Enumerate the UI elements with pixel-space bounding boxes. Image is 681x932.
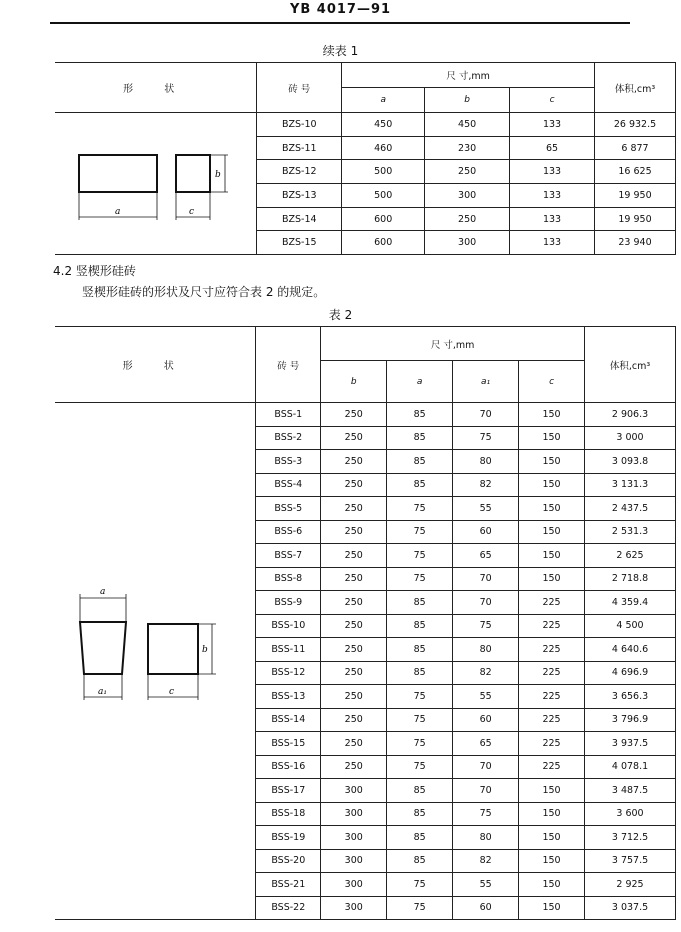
volume-cell: 3 712.5	[585, 826, 676, 850]
dimension-cell: 250	[321, 520, 387, 544]
volume-cell: 3 487.5	[585, 779, 676, 803]
dimension-cell: 85	[387, 426, 453, 450]
volume-cell: 2 718.8	[585, 567, 676, 591]
brick-code-cell: BZS-10	[257, 113, 342, 137]
dimension-cell: 300	[321, 849, 387, 873]
dimension-cell: 150	[519, 426, 585, 450]
dimension-cell: 150	[519, 567, 585, 591]
dimension-cell: 250	[321, 450, 387, 474]
dimension-cell: 225	[519, 591, 585, 615]
dimension-cell: 250	[321, 638, 387, 662]
dimension-cell: 85	[387, 779, 453, 803]
dimension-cell: 70	[453, 779, 519, 803]
page-header: YB 4017—91	[289, 2, 392, 17]
dimension-cell: 75	[387, 567, 453, 591]
brick-code-cell: BSS-13	[256, 685, 321, 709]
fig2-label-b: b	[202, 645, 208, 655]
dimension-cell: 60	[453, 708, 519, 732]
dimension-cell: 225	[519, 732, 585, 756]
fig2-label-a: a	[100, 587, 106, 597]
brick-code-cell: BSS-22	[256, 896, 321, 920]
volume-cell: 3 656.3	[585, 685, 676, 709]
dimension-cell: 225	[519, 755, 585, 779]
dimension-cell: 150	[519, 520, 585, 544]
brick-code-cell: BZS-13	[257, 184, 342, 208]
fig1-label-a: a	[115, 207, 121, 217]
volume-cell: 4 640.6	[585, 638, 676, 662]
volume-cell: 2 925	[585, 873, 676, 897]
volume-cell: 3 131.3	[585, 473, 676, 497]
header-rule	[50, 22, 630, 24]
brick-code-cell: BSS-7	[256, 544, 321, 568]
table2-figure	[70, 582, 220, 702]
volume-cell: 16 625	[595, 160, 676, 184]
dimension-cell: 85	[387, 614, 453, 638]
dimension-cell: 60	[453, 520, 519, 544]
dimension-cell: 133	[510, 184, 595, 208]
volume-cell: 6 877	[595, 136, 676, 160]
table2-sub-c: c	[519, 361, 585, 403]
brick-code-cell: BSS-10	[256, 614, 321, 638]
dimension-cell: 225	[519, 708, 585, 732]
table-row	[55, 113, 676, 137]
dimension-cell: 225	[519, 685, 585, 709]
dimension-cell: 85	[387, 826, 453, 850]
dimension-cell: 85	[387, 473, 453, 497]
table2-code-header: 砖 号	[256, 327, 321, 403]
brick-code-cell: BSS-1	[256, 403, 321, 427]
dimension-cell: 75	[387, 732, 453, 756]
dimension-cell: 300	[321, 896, 387, 920]
dimension-cell: 85	[387, 802, 453, 826]
dimension-cell: 230	[425, 136, 510, 160]
brick-code-cell: BZS-15	[257, 231, 342, 255]
dimension-cell: 85	[387, 591, 453, 615]
dimension-cell: 75	[387, 873, 453, 897]
dimension-cell: 150	[519, 403, 585, 427]
dimension-cell: 75	[387, 544, 453, 568]
volume-cell: 26 932.5	[595, 113, 676, 137]
dimension-cell: 150	[519, 802, 585, 826]
dimension-cell: 250	[321, 426, 387, 450]
dimension-cell: 150	[519, 450, 585, 474]
volume-cell: 19 950	[595, 207, 676, 231]
table2-shape-header: 形 状	[55, 327, 256, 403]
dimension-cell: 250	[321, 755, 387, 779]
volume-cell: 4 500	[585, 614, 676, 638]
brick-code-cell: BZS-14	[257, 207, 342, 231]
dimension-cell: 250	[321, 614, 387, 638]
table2-volume-header: 体积,cm³	[585, 327, 676, 403]
table1-caption: 续表 1	[322, 44, 359, 58]
section-text: 竖楔形硅砖的形状及尺寸应符合表 2 的规定。	[82, 285, 326, 299]
dimension-cell: 70	[453, 591, 519, 615]
dimension-cell: 300	[321, 779, 387, 803]
dimension-cell: 133	[510, 113, 595, 137]
dimension-cell: 75	[387, 520, 453, 544]
dimension-cell: 450	[425, 113, 510, 137]
table1-code-header: 砖 号	[257, 63, 342, 113]
dimension-cell: 55	[453, 497, 519, 521]
volume-cell: 3 093.8	[585, 450, 676, 474]
table1-figure	[70, 145, 250, 225]
dimension-cell: 150	[519, 826, 585, 850]
dimension-cell: 133	[510, 160, 595, 184]
dimension-cell: 150	[519, 849, 585, 873]
section-heading: 4.2 竖楔形硅砖	[53, 264, 136, 278]
volume-cell: 3 796.9	[585, 708, 676, 732]
fig2-label-c: c	[169, 687, 175, 697]
volume-cell: 4 359.4	[585, 591, 676, 615]
brick-code-cell: BSS-12	[256, 661, 321, 685]
dimension-cell: 133	[510, 207, 595, 231]
dimension-cell: 250	[321, 403, 387, 427]
table2-dims-header: 尺 寸,mm	[321, 327, 585, 361]
dimension-cell: 300	[321, 802, 387, 826]
dimension-cell: 80	[453, 638, 519, 662]
brick-code-cell: BSS-19	[256, 826, 321, 850]
dimension-cell: 250	[321, 708, 387, 732]
volume-cell: 4 696.9	[585, 661, 676, 685]
dimension-cell: 150	[519, 873, 585, 897]
table2-sub-a1: a₁	[453, 361, 519, 403]
brick-code-cell: BSS-5	[256, 497, 321, 521]
dimension-cell: 300	[425, 184, 510, 208]
table1-dims-header: 尺 寸,mm	[342, 63, 595, 88]
dimension-cell: 65	[453, 732, 519, 756]
dimension-cell: 85	[387, 450, 453, 474]
dimension-cell: 250	[321, 567, 387, 591]
dimension-cell: 133	[510, 231, 595, 255]
dimension-cell: 450	[342, 113, 425, 137]
brick-code-cell: BSS-16	[256, 755, 321, 779]
dimension-cell: 75	[387, 896, 453, 920]
dimension-cell: 150	[519, 544, 585, 568]
dimension-cell: 250	[321, 591, 387, 615]
dimension-cell: 85	[387, 638, 453, 662]
dimension-cell: 250	[321, 661, 387, 685]
dimension-cell: 150	[519, 497, 585, 521]
table1-sub-b: b	[425, 88, 510, 113]
volume-cell: 2 437.5	[585, 497, 676, 521]
dimension-cell: 75	[453, 614, 519, 638]
volume-cell: 2 625	[585, 544, 676, 568]
dimension-cell: 85	[387, 661, 453, 685]
brick-code-cell: BSS-18	[256, 802, 321, 826]
dimension-cell: 75	[387, 708, 453, 732]
dimension-cell: 225	[519, 661, 585, 685]
dimension-cell: 250	[321, 497, 387, 521]
brick-code-cell: BSS-2	[256, 426, 321, 450]
brick-code-cell: BSS-8	[256, 567, 321, 591]
dimension-cell: 82	[453, 849, 519, 873]
brick-code-cell: BZS-12	[257, 160, 342, 184]
dimension-cell: 150	[519, 779, 585, 803]
dimension-cell: 70	[453, 755, 519, 779]
dimension-cell: 300	[425, 231, 510, 255]
dimension-cell: 80	[453, 450, 519, 474]
brick-code-cell: BSS-6	[256, 520, 321, 544]
dimension-cell: 250	[321, 473, 387, 497]
dimension-cell: 75	[387, 685, 453, 709]
fig1-label-b: b	[215, 170, 221, 180]
volume-cell: 3 037.5	[585, 896, 676, 920]
brick-code-cell: BSS-15	[256, 732, 321, 756]
volume-cell: 2 906.3	[585, 403, 676, 427]
dimension-cell: 500	[342, 160, 425, 184]
dimension-cell: 85	[387, 403, 453, 427]
dimension-cell: 250	[321, 544, 387, 568]
dimension-cell: 82	[453, 661, 519, 685]
volume-cell: 3 600	[585, 802, 676, 826]
dimension-cell: 225	[519, 638, 585, 662]
dimension-cell: 600	[342, 207, 425, 231]
dimension-cell: 70	[453, 567, 519, 591]
dimension-cell: 150	[519, 473, 585, 497]
dimension-cell: 75	[453, 802, 519, 826]
dimension-cell: 250	[425, 160, 510, 184]
brick-code-cell: BSS-9	[256, 591, 321, 615]
brick-code-cell: BSS-14	[256, 708, 321, 732]
table1-sub-c: c	[510, 88, 595, 113]
volume-cell: 3 000	[585, 426, 676, 450]
brick-code-cell: BSS-21	[256, 873, 321, 897]
dimension-cell: 250	[321, 732, 387, 756]
dimension-cell: 65	[453, 544, 519, 568]
dimension-cell: 75	[453, 426, 519, 450]
dimension-cell: 82	[453, 473, 519, 497]
volume-cell: 3 937.5	[585, 732, 676, 756]
table2-sub-a: a	[387, 361, 453, 403]
volume-cell: 3 757.5	[585, 849, 676, 873]
dimension-cell: 500	[342, 184, 425, 208]
dimension-cell: 75	[387, 497, 453, 521]
dimension-cell: 70	[453, 403, 519, 427]
brick-code-cell: BSS-11	[256, 638, 321, 662]
fig1-label-c: c	[189, 207, 195, 217]
table-row	[55, 403, 676, 427]
table2-sub-b: b	[321, 361, 387, 403]
dimension-cell: 55	[453, 873, 519, 897]
table1-shape-header: 形 状	[55, 63, 257, 113]
table2-caption: 表 2	[328, 308, 353, 322]
table1-sub-a: a	[342, 88, 425, 113]
brick-code-cell: BSS-20	[256, 849, 321, 873]
brick-code-cell: BSS-17	[256, 779, 321, 803]
dimension-cell: 85	[387, 849, 453, 873]
table1-volume-header: 体积,cm³	[595, 63, 676, 113]
dimension-cell: 60	[453, 896, 519, 920]
dimension-cell: 460	[342, 136, 425, 160]
dimension-cell: 600	[342, 231, 425, 255]
dimension-cell: 250	[425, 207, 510, 231]
dimension-cell: 55	[453, 685, 519, 709]
dimension-cell: 75	[387, 755, 453, 779]
brick-code-cell: BSS-4	[256, 473, 321, 497]
fig2-label-a1: a₁	[98, 687, 107, 697]
volume-cell: 4 078.1	[585, 755, 676, 779]
brick-code-cell: BSS-3	[256, 450, 321, 474]
volume-cell: 2 531.3	[585, 520, 676, 544]
dimension-cell: 65	[510, 136, 595, 160]
dimension-cell: 80	[453, 826, 519, 850]
dimension-cell: 250	[321, 685, 387, 709]
dimension-cell: 225	[519, 614, 585, 638]
dimension-cell: 150	[519, 896, 585, 920]
dimension-cell: 300	[321, 826, 387, 850]
volume-cell: 23 940	[595, 231, 676, 255]
brick-code-cell: BZS-11	[257, 136, 342, 160]
volume-cell: 19 950	[595, 184, 676, 208]
dimension-cell: 300	[321, 873, 387, 897]
